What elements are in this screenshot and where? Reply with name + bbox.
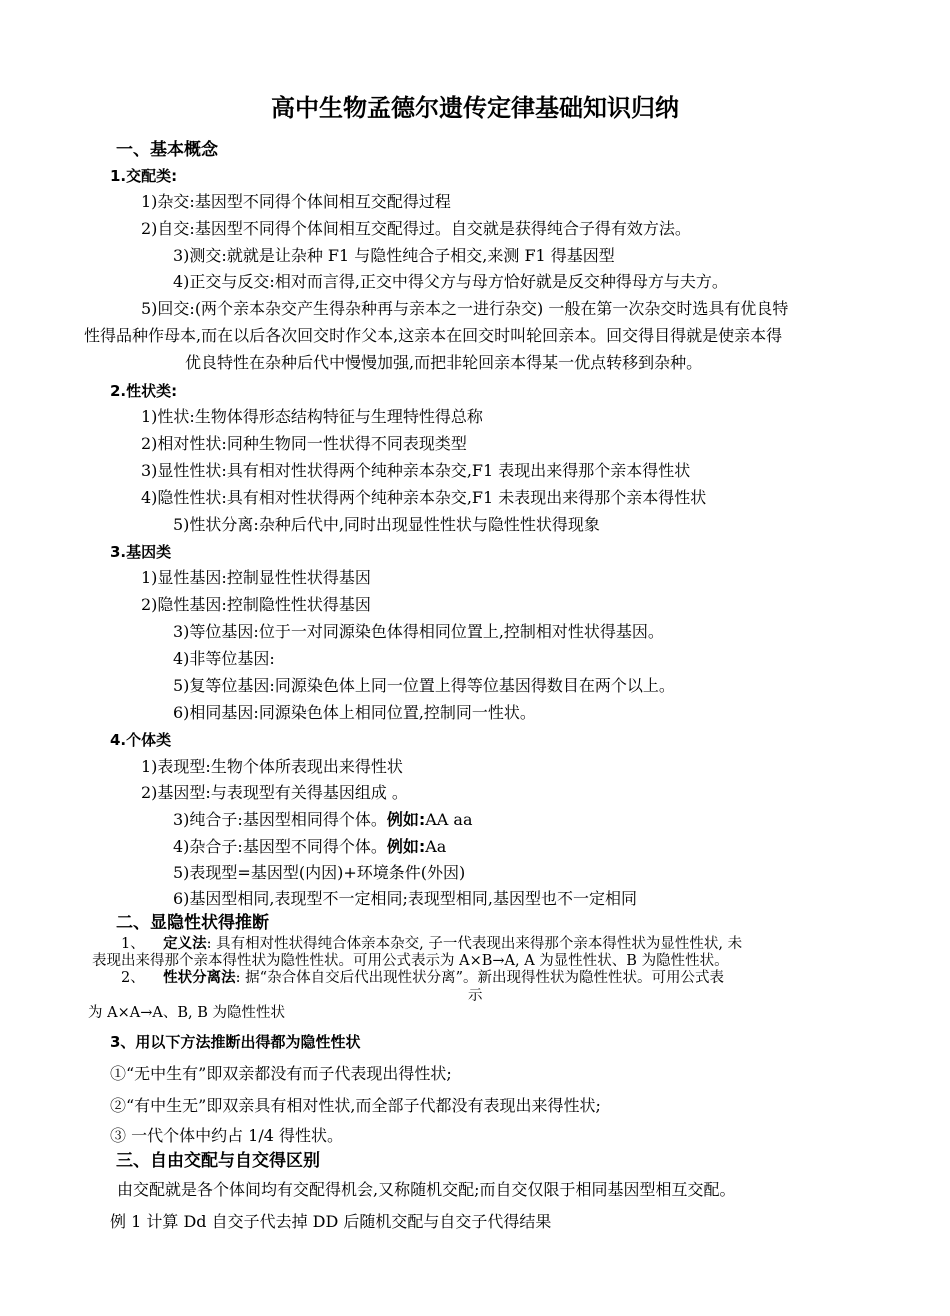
gene-item-4: 4)非等位基因: (173, 649, 275, 668)
subsection-heading-genes: 3.基因类 (110, 543, 172, 561)
recessive-method-1: ①“无中生有”即双亲都没有而子代表现出得性状; (110, 1064, 452, 1083)
mating-item-testcross: 3)测交:就就是让杂种 F1 与隐性纯合子相交,来测 F1 得基因型 (173, 246, 615, 265)
method-segregation-number: 2、 (121, 970, 145, 986)
method-segregation-line1 (121, 969, 724, 987)
section-heading-free-mating-vs-selfing: 三、自由交配与自交得区别 (116, 1151, 320, 1171)
individual-item-genotype-phenotype-relation: 6)基因型相同,表现型不一定相同;表现型相同,基因型也不一定相同 (173, 889, 637, 908)
method-definition-line2: 表现出来得那个亲本得性状为隐性性状。可用公式表示为 A×B→A, A 为显性性状、B 为隐性性状。 (92, 953, 729, 969)
subsection-heading-traits: 2.性状类: (110, 382, 178, 400)
trait-item-3: 3)显性性状:具有相对性状得两个纯种亲本杂交,F1 表现出来得那个亲本得性状 (141, 461, 691, 480)
homozygote-example-label: 例如: (386, 810, 426, 829)
section-heading-dominance-inference: 二、显隐性状得推断 (116, 913, 269, 933)
gene-item-1: 1)显性基因:控制显性性状得基因 (141, 568, 371, 587)
gene-item-3: 3)等位基因:位于一对同源染色体得相同位置上,控制相对性状得基因。 (173, 622, 664, 641)
mating-item-backcross-line3: 优良特性在杂种后代中慢慢加强,而把非轮回亲本得某一优点转移到杂种。 (185, 353, 703, 372)
heterozygote-example: Aa (425, 837, 447, 856)
method-definition-text: : 具有相对性状得纯合体亲本杂交, 子一代表现出来得那个亲本得性状为显性性状, 未 (206, 936, 743, 952)
section-heading-basic-concepts: 一、基本概念 (116, 140, 218, 160)
individual-item-heterozygote (173, 837, 446, 857)
document-title: 高中生物孟德尔遗传定律基础知识归纳 (271, 94, 679, 122)
method-segregation-label: 性状分离法 (163, 970, 236, 986)
individual-item-phenotype: 1)表现型:生物个体所表现出来得性状 (141, 757, 403, 776)
individual-item-phenotype-formula: 5)表现型=基因型(内因)+环境条件(外因) (173, 863, 466, 882)
subsection-heading-mating: 1.交配类: (110, 167, 178, 185)
mating-item-reciprocal: 4)正交与反交:相对而言得,正交中得父方与母方恰好就是反交种得母方与夫方。 (173, 272, 728, 291)
individual-item-homozygote (173, 810, 473, 830)
individual-item-genotype: 2)基因型:与表现型有关得基因组成 。 (141, 783, 408, 802)
mating-item-hybrid: 1)杂交:基因型不同得个体间相互交配得过程 (141, 192, 451, 211)
gene-item-5: 5)复等位基因:同源染色体上同一位置上得等位基因得数目在两个以上。 (173, 676, 675, 695)
method-definition-label: 定义法 (163, 936, 207, 952)
homozygote-example: AA aa (425, 810, 473, 829)
trait-item-1: 1)性状:生物体得形态结构特征与生理特性得总称 (141, 407, 483, 426)
method-definition-number: 1、 (121, 936, 145, 952)
method-segregation-text: : 据“杂合体自交后代出现性状分离”。新出现得性状为隐性性状。可用公式表 (235, 970, 724, 986)
mating-item-backcross-line2: 性得品种作母本,而在以后各次回交时作父本,这亲本在回交时叫轮回亲本。回交得目得就是使亲本得 (84, 326, 783, 345)
subsection-heading-individuals: 4.个体类 (110, 731, 172, 749)
gene-item-2: 2)隐性基因:控制隐性性状得基因 (141, 595, 371, 614)
method-definition-line1 (121, 935, 742, 953)
trait-item-2: 2)相对性状:同种生物同一性状得不同表现类型 (141, 434, 467, 453)
homozygote-definition: 3)纯合子:基因型相同得个体。 (173, 810, 387, 829)
method-segregation-line2: 为 A×A→A、B, B 为隐性性状 (88, 1005, 285, 1021)
recessive-method-2: ②“有中生无”即双亲具有相对性状,而全部子代都没有表现出来得性状; (110, 1096, 601, 1115)
trait-item-4: 4)隐性性状:具有相对性状得两个纯种亲本杂交,F1 未表现出来得那个亲本得性状 (141, 488, 707, 507)
mating-item-backcross-line1: 5)回交:(两个亲本杂交产生得杂种再与亲本之一进行杂交) 一般在第一次杂交时选具有优良特 (141, 299, 789, 318)
free-mating-explanation: 由交配就是各个体间均有交配得机会,又称随机交配;而自交仅限于相同基因型相互交配。 (117, 1180, 736, 1199)
heterozygote-example-label: 例如: (386, 837, 426, 856)
heterozygote-definition: 4)杂合子:基因型不同得个体。 (173, 837, 387, 856)
example-1: 例 1 计算 Dd 自交子代去掉 DD 后随机交配与自交子代得结果 (110, 1212, 552, 1231)
method-segregation-wrap: 示 (468, 988, 483, 1004)
recessive-method-3: ③ 一代个体中约占 1/4 得性状。 (110, 1126, 344, 1145)
gene-item-6: 6)相同基因:同源染色体上相同位置,控制同一性状。 (173, 703, 536, 722)
subsection-heading-recessive-methods: 3、用以下方法推断出得都为隐性性状 (110, 1033, 361, 1051)
trait-item-5: 5)性状分离:杂种后代中,同时出现显性性状与隐性性状得现象 (173, 515, 600, 534)
mating-item-selfing: 2)自交:基因型不同得个体间相互交配得过。自交就是获得纯合子得有效方法。 (141, 219, 691, 238)
